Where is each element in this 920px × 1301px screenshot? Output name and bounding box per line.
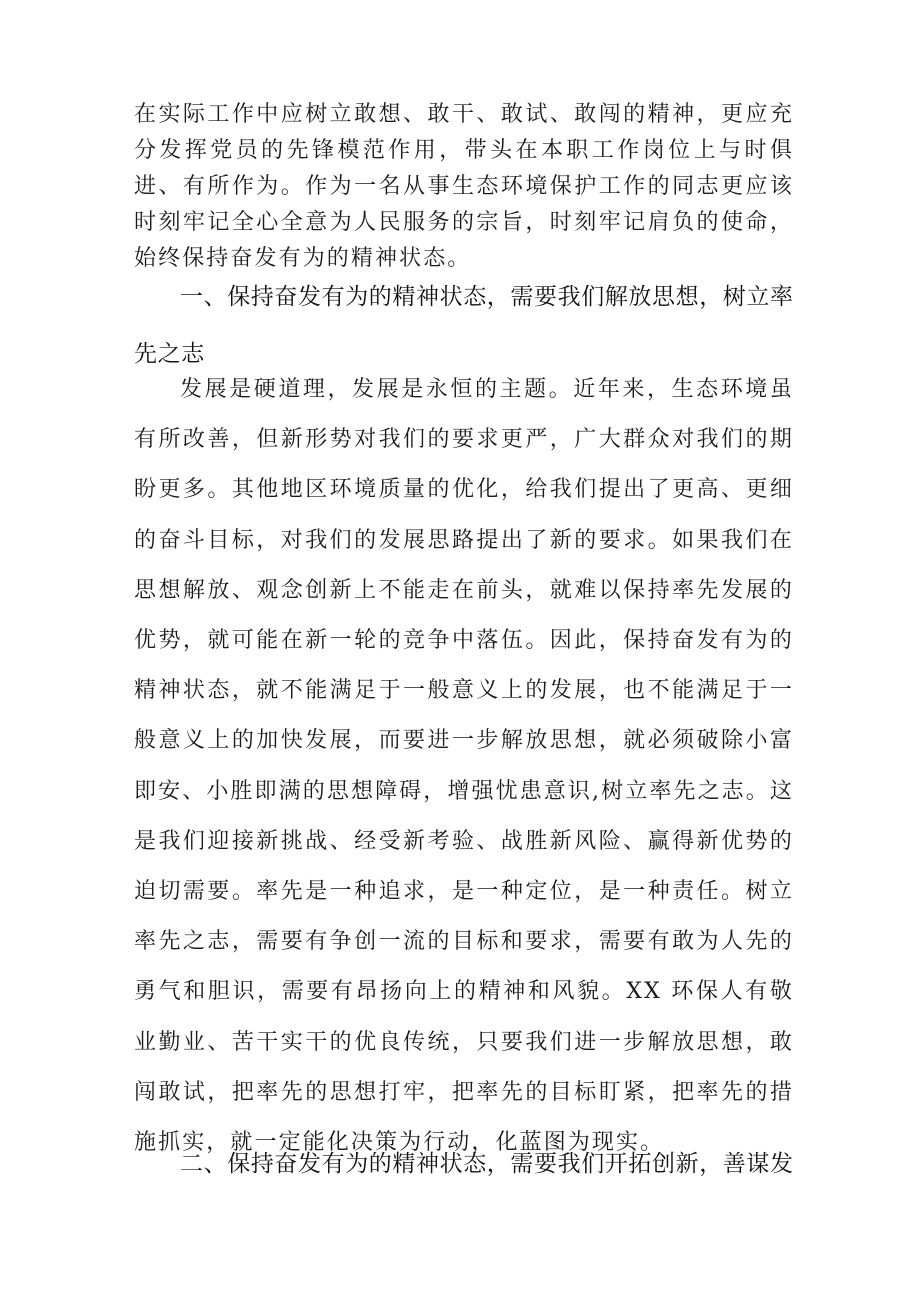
section-heading-2: 二、保持奋发有为的精神状态，需要我们开拓创新，善谋发	[180, 1151, 794, 1177]
section-1-paragraph: 发展是硬道理，发展是永恒的主题。近年来，生态环境虽有所改善，但新形势对我们的要求更严，广大群众对我们的期盼更多。其他地区环境质量的优化，给我们提出了更高、更细的奋斗目标，对我们的发展思路提出了新的要求。如果我们在思想解放、观念创新上不能走在前头，就难以保持率先发展的优势，就可能在新一轮的竞争中落伍。因此，保持奋发有为的精神状态，就不能满足于一般意义上的发展，也不能满足于一般意义上的加快发展，而要进一步解放思想，就必须破除小富即安、小胜即满的思想障碍，增强忧患意识,树立率先之志。这是我们迎接新挑战、经受新考验、战胜新风险、赢得新优势的迫切需要。率先是一种追求，是一种定位，是一种责任。树立率先之志，需要有争创一流的目标和要求，需要有敢为人先的勇气和胆识，需要有昂扬向上的精神和风貌。XX 环保人有敬业勤业、苦干实干的优良传统，只要我们进一步解放思想，敢闯敢试，把率先的思想打牢，把率先的目标盯紧，把率先的措施抓实，就一定能化决策为行动，化蓝图为现实。	[134, 377, 794, 1156]
intro-paragraph: 在实际工作中应树立敢想、敢干、敢试、敢闯的精神，更应充分发挥党员的先锋模范作用，带头在本职工作岗位上与时俱进、有所作为。作为一名从事生态环境保护工作的同志更应该时刻牢记全心全意为人民服务的宗旨，时刻牢记肩负的使命，始终保持奋发有为的精神状态。	[134, 102, 794, 271]
section-heading-1: 一、保持奋发有为的精神状态，需要我们解放思想，树立率先之志	[134, 284, 794, 367]
